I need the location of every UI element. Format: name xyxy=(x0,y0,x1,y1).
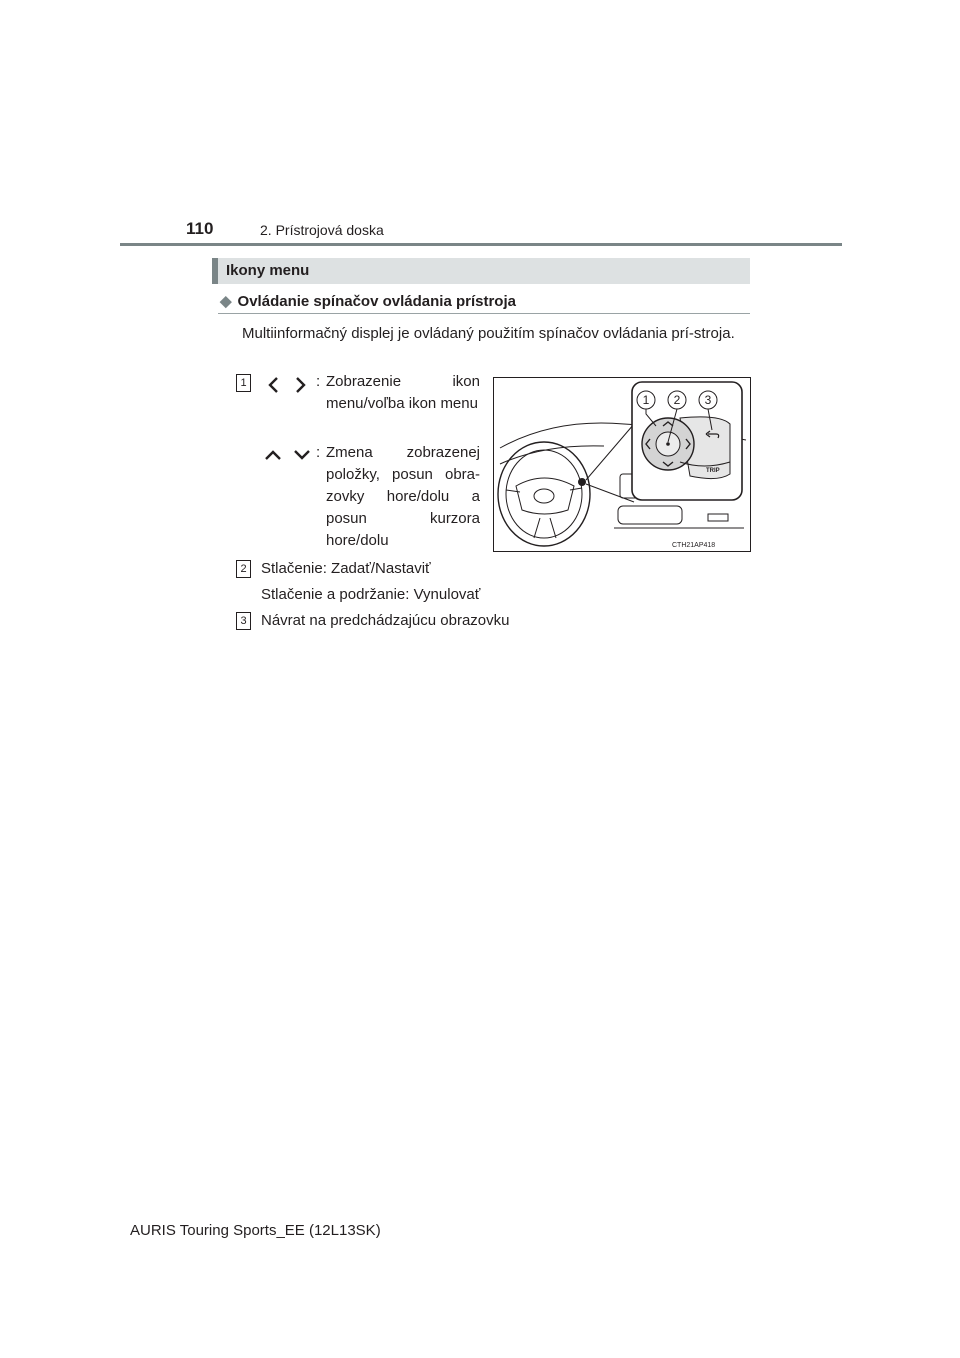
figure-callout-2: 2 xyxy=(673,393,681,407)
figure-code: CTH21AP418 xyxy=(672,542,716,549)
chevron-down-icon xyxy=(293,448,311,467)
section-bar-marker xyxy=(212,258,218,284)
item-number-badge: 3 xyxy=(236,612,251,630)
footer-text: AURIS Touring Sports_EE (12L13SK) xyxy=(130,1222,381,1239)
trip-button-label: TRIP xyxy=(706,468,720,474)
steering-wheel-figure xyxy=(493,377,751,552)
item-description: Stlačenie: Zadať/Nastaviť xyxy=(261,560,431,577)
item-description: Zobrazenie ikon menu/voľba ikon menu xyxy=(326,373,480,412)
item-description: Návrat na predchádzajúcu obrazovku xyxy=(261,612,510,629)
intro-paragraph: Multiinformačný displej je ovládaný použitím spínačov ovládania prí-stroja. xyxy=(242,325,735,342)
subsection-heading xyxy=(220,292,516,310)
header-rule xyxy=(120,243,842,246)
chevron-up-icon xyxy=(264,448,282,467)
item-number-badge: 1 xyxy=(236,374,251,392)
diamond-icon: ◆ xyxy=(220,293,232,310)
section-title: Ikony menu xyxy=(226,262,310,279)
page-number: 110 xyxy=(186,219,214,238)
chevron-left-icon xyxy=(266,376,280,399)
figure-callout-1: 1 xyxy=(642,393,650,407)
item-subdescription: Stlačenie a podržanie: Vynulovať xyxy=(261,586,481,603)
subsection-title: Ovládanie spínačov ovládania prístroja xyxy=(237,293,516,310)
figure-callout-3: 3 xyxy=(704,393,712,407)
item-number-badge: 2 xyxy=(236,560,251,578)
subsection-rule xyxy=(218,313,750,314)
item-description: Zmena zobrazenej položky, posun obra-zovky hore/dolu a posun kurzora hore/dolu xyxy=(326,444,480,549)
chevron-right-icon xyxy=(294,376,308,399)
section-bar xyxy=(212,258,750,284)
chapter-title: 2. Prístrojová doska xyxy=(260,222,384,238)
